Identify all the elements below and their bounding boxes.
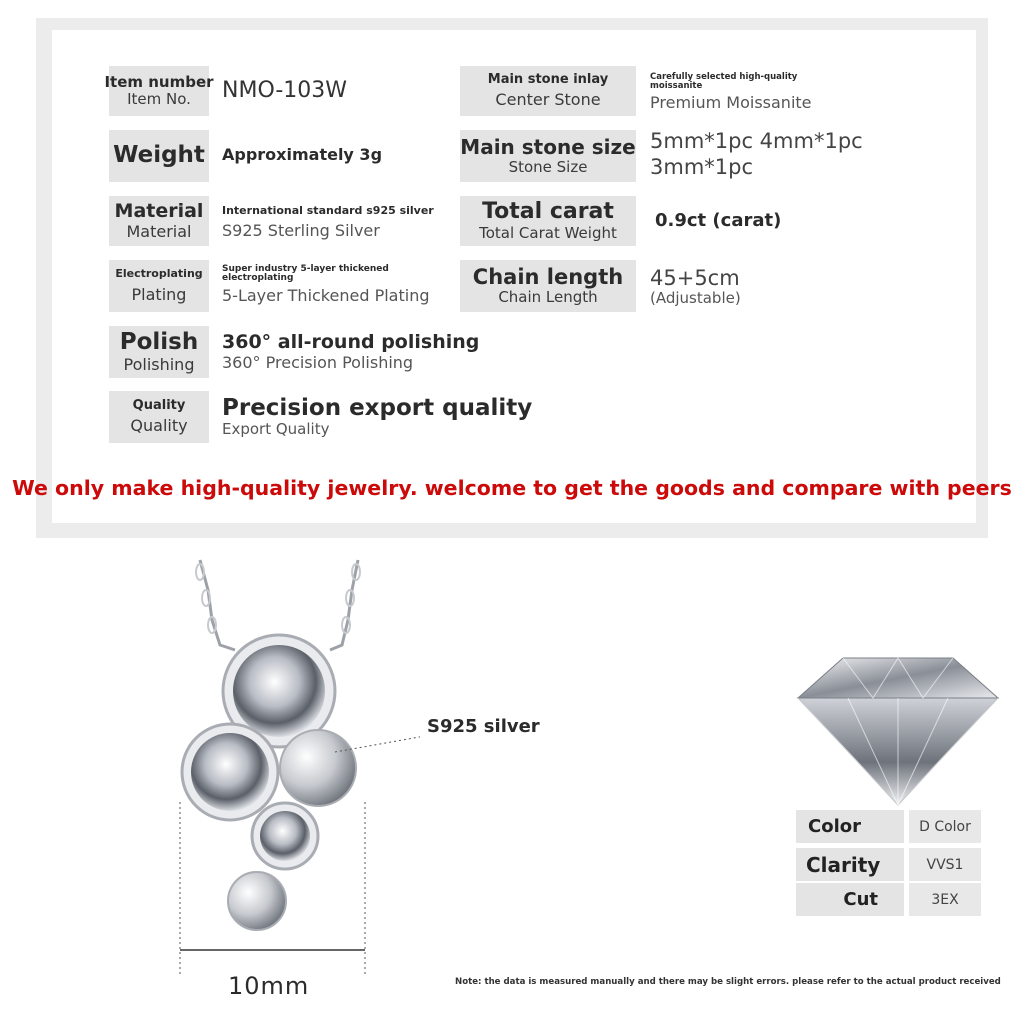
main-stone-inlay-main-text: Premium Moissanite: [650, 92, 812, 112]
item-number-label-sub: Item No.: [127, 90, 191, 108]
main-stone-inlay-label: [460, 66, 636, 116]
main-stone-inlay-label-sub: Center Stone: [495, 89, 601, 109]
electroplating-label: [109, 260, 209, 312]
chain-length-label-en: Chain length: [472, 264, 624, 289]
polish-small-text: 360° all-round polishing: [222, 331, 480, 353]
polish-label: [109, 326, 209, 378]
gem-cut-value: 3EX: [909, 883, 981, 916]
item-number-label-en: Item number: [104, 73, 214, 92]
chain-length-label: [460, 260, 636, 312]
chain-links: [196, 564, 360, 633]
gem-cut-key: Cut: [796, 883, 904, 916]
main-stone-inlay-value: [650, 73, 820, 112]
gem-clarity-value: VVS1: [909, 848, 981, 881]
moissanite-gem-image: [793, 640, 1003, 810]
electroplating-value: [222, 264, 430, 305]
gem-row-clarity: [796, 848, 981, 881]
weight-label-en: Weight: [113, 142, 205, 169]
gem-row-cut: [796, 883, 981, 916]
total-carat-label: [460, 196, 636, 246]
item-number-label: [104, 66, 214, 116]
item-number-text: NMO-103W: [222, 78, 348, 103]
total-carat-value: [655, 211, 781, 232]
polish-label-sub: Polishing: [123, 354, 195, 374]
quality-value: [222, 395, 532, 439]
gem-clarity-key: Clarity: [796, 848, 904, 881]
material-callout: S925 silver: [427, 716, 540, 737]
main-stone-size-value: [650, 129, 863, 179]
silver-ball-small: [228, 872, 286, 930]
necklace-pendant-image: [160, 550, 420, 990]
material-main-text: S925 Sterling Silver: [222, 220, 380, 240]
gem-color-key: Color: [796, 810, 904, 843]
main-stone-inlay-label-en: Main stone inlay: [487, 72, 609, 88]
material-small-text: International standard s925 silver: [222, 204, 434, 217]
chain-length-main-text: 45+5cm: [650, 266, 740, 290]
main-stone-size-label-sub: Stone Size: [508, 157, 588, 176]
total-carat-label-sub: Total Carat Weight: [479, 223, 617, 242]
material-label-en: Material: [114, 200, 204, 223]
polish-main-text: 360° Precision Polishing: [222, 352, 414, 372]
material-label-sub: Material: [126, 221, 192, 241]
quality-label: [109, 391, 209, 443]
item-number-value: [222, 78, 347, 103]
electroplating-label-sub: Plating: [131, 284, 187, 304]
chain-length-value: [650, 266, 741, 307]
silver-ball-large: [280, 730, 356, 806]
electroplating-small-text: Super industry 5-layer thickened electroplating: [222, 264, 389, 284]
measurement-note: Note: the data is measured manually and there may be slight errors. please refer to the actual product received: [455, 977, 1001, 987]
chain-length-sub-text: (Adjustable): [650, 289, 741, 308]
main-stone-size-label-en: Main stone size: [460, 135, 636, 160]
weight-value: [222, 146, 382, 164]
quality-label-en: Quality: [132, 398, 186, 414]
weight-text: Approximately 3g: [222, 145, 383, 164]
electroplating-main-text: 5-Layer Thickened Plating: [222, 285, 430, 305]
material-label: [109, 196, 209, 246]
quality-small-text: Precision export quality: [222, 395, 533, 421]
total-carat-text: 0.9ct (carat): [655, 210, 782, 231]
chain-length-label-sub: Chain Length: [498, 288, 598, 307]
material-value: [222, 205, 434, 240]
quality-label-sub: Quality: [130, 415, 188, 435]
weight-label: [109, 130, 209, 182]
main-stone-size-label: [460, 130, 636, 182]
main-stone-size-line1: 5mm*1pc 4mm*1pc: [650, 129, 863, 153]
electroplating-label-en: Electroplating: [115, 267, 203, 281]
main-stone-inlay-small-text: Carefully selected high-quality moissanite: [650, 72, 798, 92]
main-stone-size-line2: 3mm*1pc: [650, 155, 754, 180]
width-dimension: 10mm: [228, 972, 310, 1000]
quality-main-text: Export Quality: [222, 420, 330, 439]
polish-value: [222, 332, 479, 372]
gem-row-color: [796, 810, 981, 843]
gem-color-value: D Color: [909, 810, 981, 843]
total-carat-label-en: Total carat: [482, 199, 614, 225]
promo-text: We only make high-quality jewelry. welcome to get the goods and compare with peers: [12, 476, 1012, 500]
polish-label-en: Polish: [119, 329, 199, 356]
